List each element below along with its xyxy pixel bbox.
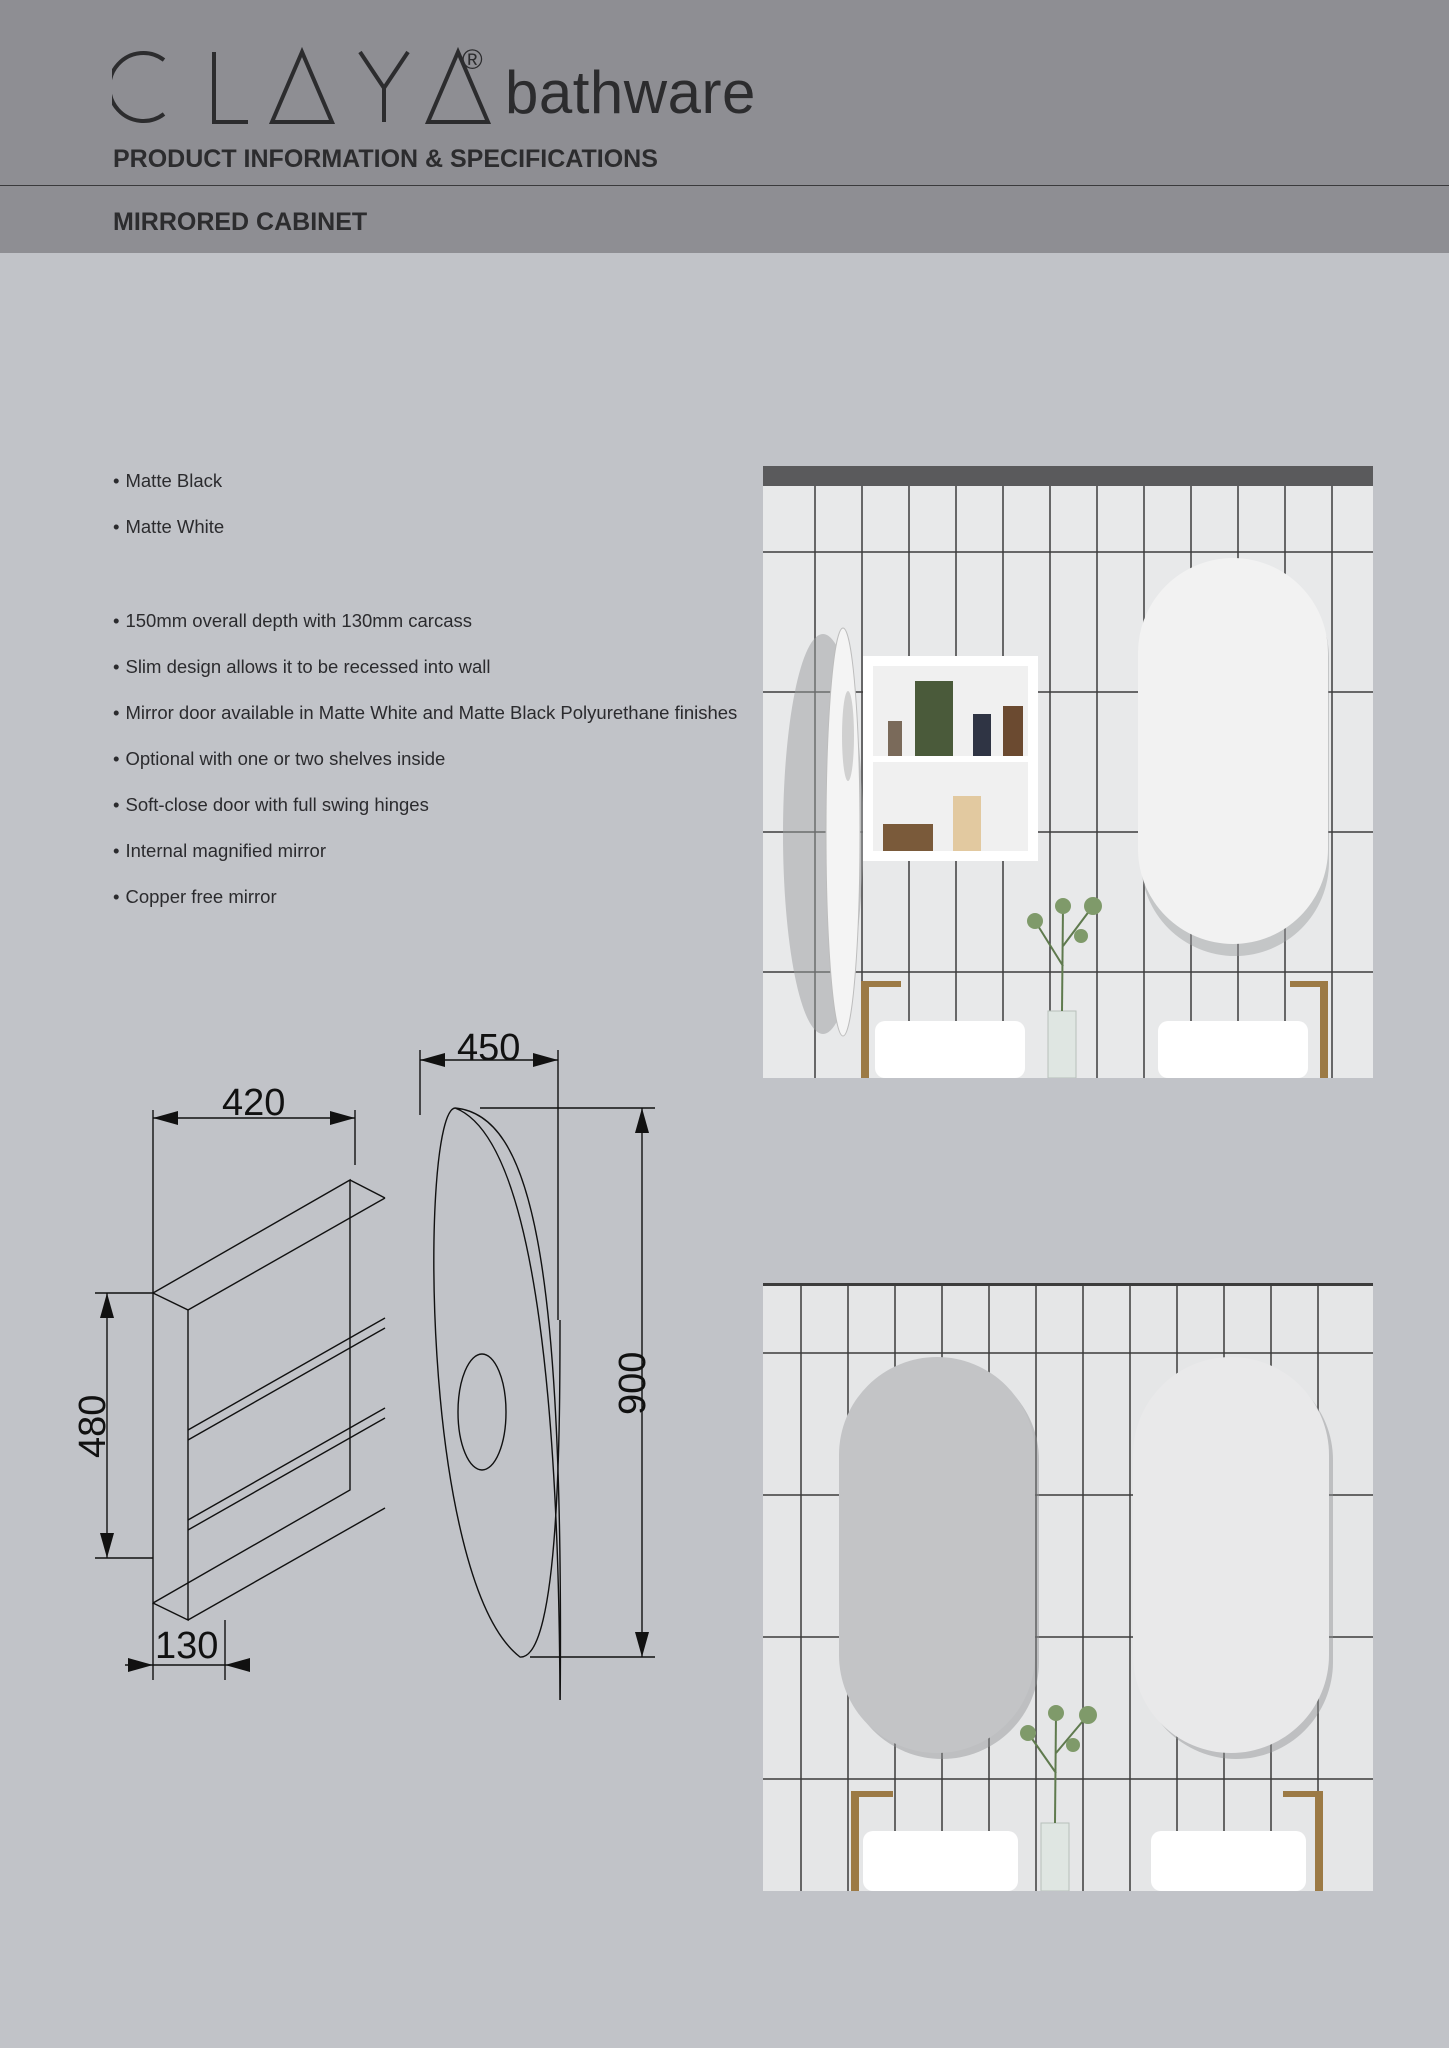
page-header [0,0,1449,253]
feature-item: • 150mm overall depth with 130mm carcass [113,598,737,644]
feature-item: • Copper free mirror [113,874,737,920]
header-divider [0,185,1449,186]
dim-cabinet-width: 420 [222,1082,286,1124]
product-photo-pair-cabinets [763,1283,1373,1891]
dim-door-width: 450 [457,1027,521,1069]
brand-word: bathware [505,59,756,126]
feature-item: • Soft-close door with full swing hinges [113,782,737,828]
feature-item: • Optional with one or two shelves inside [113,736,737,782]
feature-item: • Mirror door available in Matte White and Matte Black Polyurethane finishes [113,690,737,736]
page-subtitle: PRODUCT INFORMATION & SPECIFICATIONS [113,145,658,173]
finish-list [113,458,224,550]
claya-logo-mark [112,42,492,132]
dim-door-height: 900 [612,1351,654,1415]
feature-item: • Internal magnified mirror [113,828,737,874]
product-name: MIRRORED CABINET [113,208,368,236]
dim-cabinet-height: 480 [72,1394,114,1458]
feature-list [113,598,737,920]
product-photo-open-cabinet [763,466,1373,1078]
registered-mark: ® [462,44,483,75]
finish-item: • Matte White [113,504,224,550]
feature-item: • Slim design allows it to be recessed into wall [113,644,737,690]
dim-depth: 130 [155,1625,219,1667]
finish-item: • Matte Black [113,458,224,504]
technical-dimension-drawing [60,1020,680,1700]
brand-logo [112,42,492,153]
